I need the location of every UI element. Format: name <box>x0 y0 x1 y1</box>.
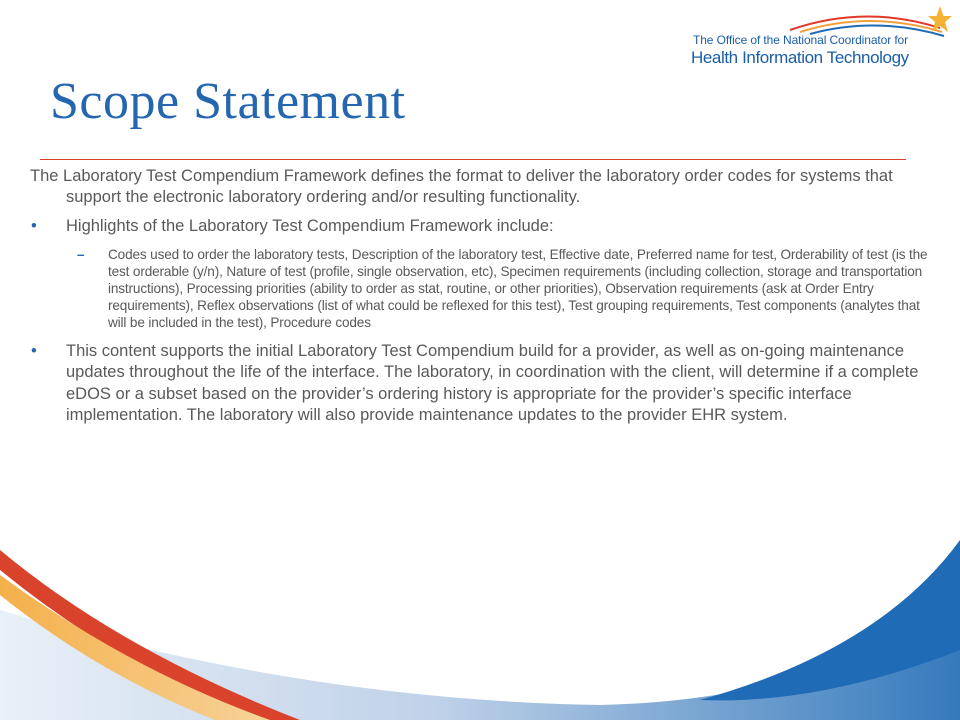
bullet-text: Highlights of the Laboratory Test Compendium Framework include: <box>66 217 554 235</box>
bullet-marker: • <box>31 217 37 235</box>
logo-line-2: Health Information Technology <box>691 48 909 67</box>
bullet-item <box>30 216 930 238</box>
decorative-swoosh <box>0 500 960 720</box>
bullet-marker: • <box>31 341 37 360</box>
slide-title: Scope Statement <box>50 73 406 130</box>
bullet-item <box>30 341 930 427</box>
bullet-text: This content supports the initial Laboratory Test Compendium build for a provider, as well as on-going maintenance updates throughout the life of the interface. The laboratory, in coordination with the client, will determine if a complete eDOS or a subset based on the provider’s ordering history is appropriate for the provider’s specific interface implementation. The laboratory will also provide maintenance updates to the provider EHR system. <box>66 341 919 424</box>
intro-paragraph: The Laboratory Test Compendium Framework defines the format to deliver the laboratory order codes for systems that support the electronic laboratory ordering and/or resulting functionality. <box>30 167 893 206</box>
sub-bullet-text: Codes used to order the laboratory tests, Description of the laboratory test, Effective date, Preferred name for test, Orderability of test (is the test orderable (y/n), Nature of test (profile, single observation, etc), Specimen requirements (including collection, storage and transportation instructions), Processing priorities (ability to order as stat, routine, or other priorities), Observation requirements (ask at Order Entry requirements), Reflex observations (list of what could be reflexed for this test), Test grouping requirements, Test components (analytes that will be included in the test), Procedure codes <box>108 246 928 330</box>
logo-line-1: The Office of the National Coordinator for <box>693 33 909 47</box>
title-divider <box>40 159 906 160</box>
onc-logo <box>690 4 952 70</box>
sub-bullet-item <box>30 246 930 331</box>
slide-body <box>30 166 930 427</box>
sub-bullet-marker: – <box>77 246 85 262</box>
